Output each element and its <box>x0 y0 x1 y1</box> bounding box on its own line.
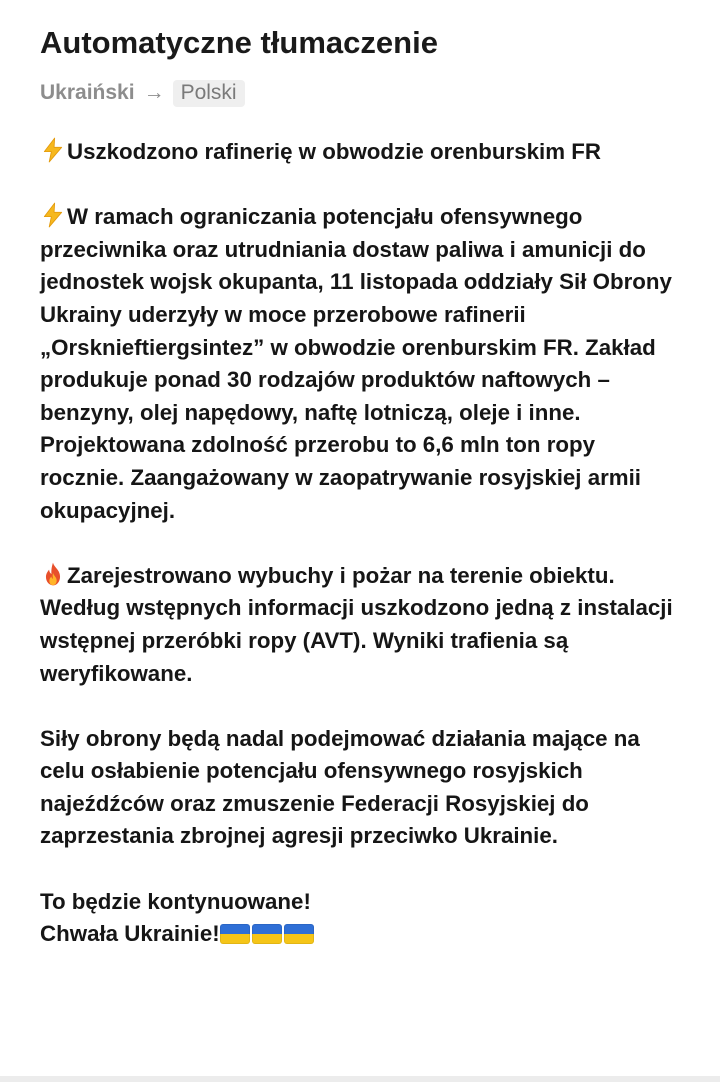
post-paragraph-3 <box>40 560 680 690</box>
translated-post <box>40 136 680 951</box>
ukraine-flag-icon <box>220 924 250 944</box>
post-paragraph-text: Uszkodzono rafinerię w obwodzie orenburskim FR <box>67 139 601 164</box>
lightning-icon <box>40 202 66 228</box>
source-language[interactable]: Ukraiński <box>40 81 135 104</box>
fire-icon <box>40 561 66 587</box>
post-paragraph-4 <box>40 723 680 853</box>
post-paragraph-text: Siły obrony będą nadal podejmować działania mające na celu osłabienie potencjału ofensywnego rosyjskich najeźdźców oraz zmuszenie Federacji Rosyjskiej do zaprzestania zbrojnej agresji przeciwko Ukrainie. <box>40 725 640 849</box>
post-closing <box>40 886 680 951</box>
target-language-chip[interactable]: Polski <box>173 80 245 107</box>
post-paragraph-2 <box>40 201 680 527</box>
page-title: Automatyczne tłumaczenie <box>40 25 438 60</box>
closing-line-1: To będzie kontynuowane! <box>40 888 311 914</box>
lightning-icon <box>40 137 66 163</box>
ukraine-flag-icon <box>252 924 282 944</box>
post-paragraph-1 <box>40 136 680 169</box>
post-paragraph-text: W ramach ograniczania potencjału ofensywnego przeciwnika oraz utrudniania dostaw paliwa i amunicji do jednostek wojsk okupanta, 11 listopada oddziały Sił Obrony Ukrainy uderzyły w moce przerobowe rafinerii „Orsknieftiergsintez” w obwodzie orenburskim FR. Zakład produkuje ponad 30 rodzajów produktów naftowych – benzyny, olej napędowy, naftę lotniczą, oleje i inne. Projektowana zdolność przerobu to 6,6 mln ton ropy rocznie. Zaangażowany w zaopatrywanie rosyjskiej armii okupacyjnej. <box>40 204 672 523</box>
post-paragraph-text: Zarejestrowano wybuchy i pożar na terenie obiektu. Według wstępnych informacji uszkodzono jedną z instalacji wstępnej przeróbki ropy (AVT). Wyniki trafienia są weryfikowane. <box>40 562 673 686</box>
closing-line-2: Chwała Ukrainie! <box>40 921 220 947</box>
ukraine-flag-icon <box>284 924 314 944</box>
arrow-right-icon: → <box>143 81 165 104</box>
language-selector <box>40 78 680 108</box>
bottom-divider <box>0 1076 720 1082</box>
